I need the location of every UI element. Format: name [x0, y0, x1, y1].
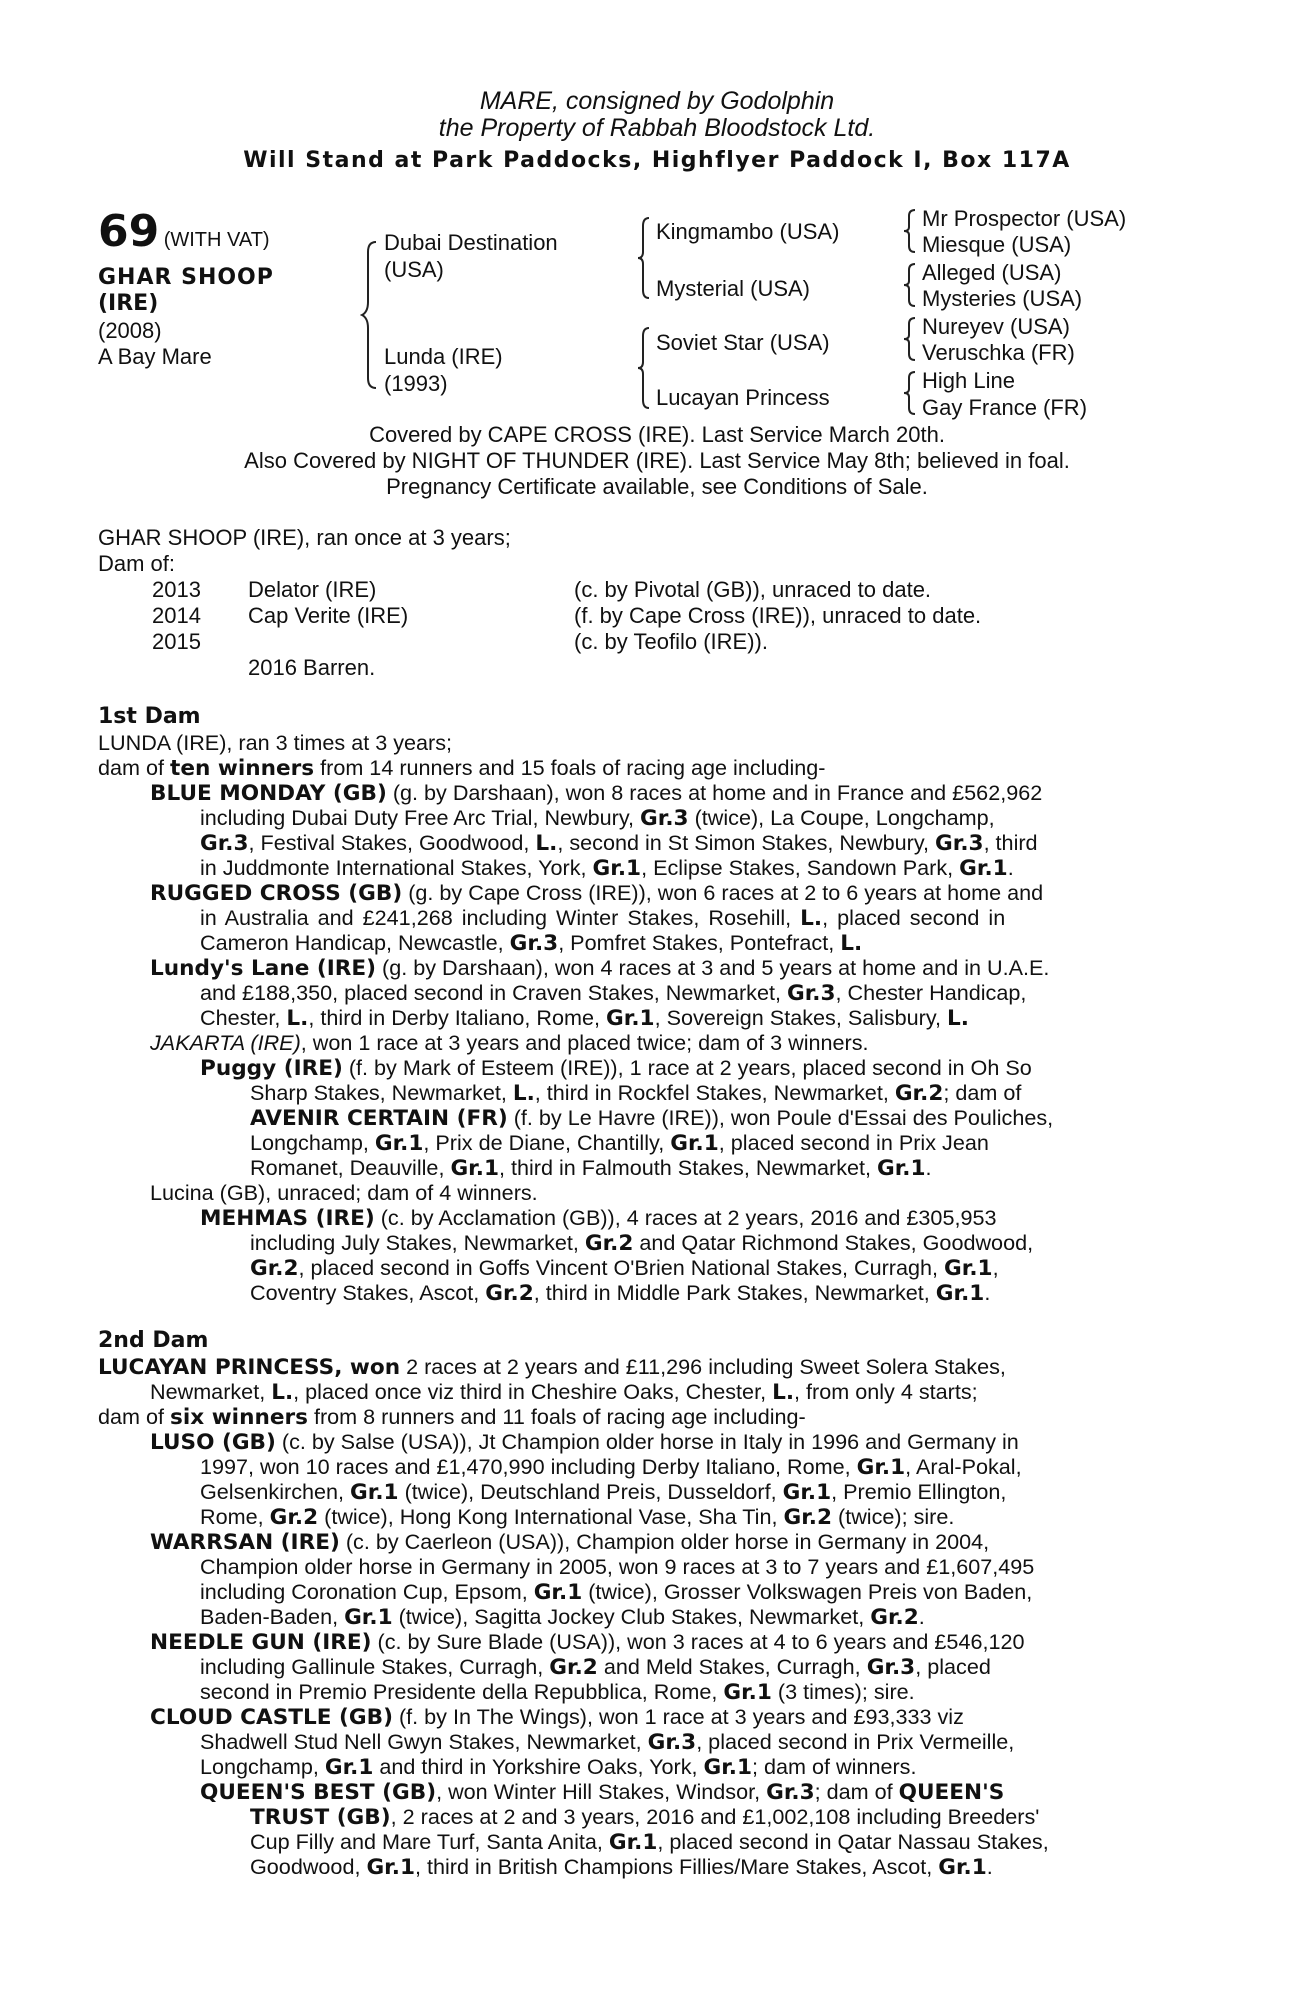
text-segment: 2 races at 2 years and £11,296 including Sweet Solera Stakes, [406, 1354, 1006, 1379]
text-segment: . [925, 1155, 932, 1180]
text-segment: and third in Yorkshire Oaks, York, [379, 1754, 698, 1779]
race-grade: Gr.2 [269, 1505, 319, 1530]
pedigree-gen3-1: Mr Prospector (USA) [922, 206, 1127, 231]
produce-entry-luso [150, 1429, 1019, 1456]
text-segment: AVENIR CERTAIN (FR) [250, 1106, 508, 1131]
race-grade: Gr.1 [938, 1855, 987, 1880]
text-segment: (c. by Acclamation (GB)), 4 races at 2 years, 2016 and £305,953 [380, 1205, 997, 1230]
pregnancy-certificate-line: Pregnancy Certificate available, see Conditions of Sale. [386, 474, 928, 499]
also-covered-line: Also Covered by NIGHT OF THUNDER (IRE). Last Service May 8th; believed in foal. [244, 448, 1070, 473]
produce-year: 2014 [152, 603, 201, 628]
text-segment: LUCAYAN PRINCESS [98, 1355, 335, 1380]
produce-entry-lundys-lane-l3 [200, 1005, 969, 1032]
text-segment: , Sovereign Stakes, Salisbury, [654, 1005, 942, 1030]
text-segment: Chester, [200, 1005, 281, 1030]
produce-entry-luso-l2 [200, 1454, 1022, 1481]
race-grade: Gr.1 [324, 1755, 374, 1780]
race-grade: Gr.3 [766, 1780, 815, 1805]
produce-entry-luso-l4 [200, 1504, 954, 1531]
text-segment: (twice), Grosser Volkswagen Preis von Baden, [588, 1579, 1033, 1604]
text-segment: dam of [98, 1404, 165, 1429]
text-segment: (g. by Darshaan), won 8 races at home and in France and £562,962 [392, 780, 1043, 805]
produce-entry-cloud-castle-l3 [200, 1754, 916, 1781]
text-segment: , won [334, 1355, 401, 1380]
consignor-line: MARE, consigned by Godolphin [479, 87, 835, 115]
pedigree-sire-country: (USA) [384, 257, 444, 282]
text-segment: , won 1 race at 3 years and placed twice; dam of 3 winners. [300, 1030, 869, 1055]
text-segment: (f. by In The Wings), won 1 race at 3 years and £93,333 viz [398, 1704, 964, 1729]
race-grade: Gr.1 [959, 856, 1008, 881]
second-dam-intro-l2 [150, 1379, 978, 1406]
race-grade: Gr.1 [782, 1480, 832, 1505]
produce-dam-of: Dam of: [98, 551, 176, 576]
produce-note: (c. by Pivotal (GB)), unraced to date. [574, 577, 932, 602]
horse-country: (IRE) [98, 291, 159, 316]
text-segment: including Coronation Cup, Epsom, [200, 1579, 528, 1604]
race-grade: Gr.1 [366, 1855, 415, 1880]
pedigree-gen3-2: Miesque (USA) [922, 232, 1072, 257]
text-segment: TRUST (GB) [250, 1805, 391, 1830]
pedigree-gen2-3: Soviet Star (USA) [656, 330, 830, 355]
race-grade: Gr.3 [935, 831, 984, 856]
race-grade: L. [800, 906, 823, 931]
produce-entry-jakarta [150, 1030, 869, 1056]
pedigree-sire: Dubai Destination [384, 230, 558, 255]
text-segment: (twice), Sagitta Jockey Club Stakes, Newmarket, [398, 1604, 865, 1629]
race-grade: L. [840, 931, 863, 956]
text-segment: , Premio Ellington, [831, 1479, 1007, 1504]
text-segment: , placed second in Qatar Nassau Stakes, [657, 1829, 1049, 1854]
race-grade: L. [535, 831, 558, 856]
text-segment: , Eclipse Stakes, Sandown Park, [641, 855, 954, 880]
race-grade: Gr.3 [200, 831, 249, 856]
text-segment: , placed second in Goffs Vincent O'Brien National Stakes, Curragh, [298, 1255, 939, 1280]
race-grade: Gr.1 [374, 1131, 424, 1156]
produce-entry-avenir-certain-l2 [250, 1130, 989, 1157]
text-segment: BLUE MONDAY (GB) [150, 781, 387, 806]
text-segment: including Dubai Duty Free Arc Trial, Newbury, [200, 805, 635, 830]
produce-entry-puggy-l2 [250, 1080, 1021, 1107]
race-grade: Gr.1 [350, 1480, 399, 1505]
text-segment: ; dam of winners. [752, 1754, 917, 1779]
race-grade: L. [947, 1006, 970, 1031]
produce-entry-needle-gun-l3 [200, 1679, 915, 1706]
text-segment: , third in Derby Italiano, Rome, [308, 1005, 601, 1030]
text-segment: (twice), Hong Kong International Vase, Sha Tin, [324, 1504, 778, 1529]
foaling-year: (2008) [98, 318, 162, 343]
race-grade: Gr.3 [786, 981, 836, 1006]
text-segment: . [986, 1854, 993, 1879]
text-segment: (twice), Deutschland Preis, Dusseldorf, [404, 1479, 777, 1504]
text-segment: (g. by Cape Cross (IRE)), won 6 races at 2 to 6 years at home and [408, 880, 1044, 905]
race-grade: Gr.3 [866, 1655, 916, 1680]
text-segment: , third in Rockfel Stakes, Newmarket, [534, 1080, 889, 1105]
produce-entry-mehmas-l2 [250, 1230, 1033, 1257]
text-segment: ; dam of [943, 1080, 1022, 1105]
first-dam-heading: 1st Dam [98, 704, 201, 729]
second-dam-summary [98, 1404, 806, 1431]
text-segment: , placed second in Prix Jean [718, 1130, 989, 1155]
produce-intro: GHAR SHOOP (IRE), ran once at 3 years; [98, 525, 511, 550]
produce-entry-blue-monday-l2 [200, 805, 1200, 832]
pedigree-brace-g3-1 [902, 208, 918, 254]
text-segment: QUEEN'S [898, 1780, 1005, 1805]
race-grade: L. [286, 1006, 309, 1031]
text-segment: Gelsenkirchen, [200, 1479, 345, 1504]
text-segment: . [984, 1280, 991, 1305]
second-dam-heading: 2nd Dam [98, 1328, 209, 1353]
text-segment: (c. by Salse (USA)), Jt Champion older horse in Italy in 1996 and Germany in [281, 1429, 1019, 1454]
second-dam-intro [98, 1354, 1006, 1381]
produce-entry-luso-l3 [200, 1479, 1006, 1506]
pedigree-gen3-5: Nureyev (USA) [922, 314, 1070, 339]
text-segment: ; dam of [814, 1779, 893, 1804]
text-segment: (c. by Caerleon (USA)), Champion older horse in Germany in 2004, [345, 1529, 990, 1554]
text-segment: and Meld Stakes, Curragh, [603, 1654, 861, 1679]
text-segment: Romanet, Deauville, [250, 1155, 445, 1180]
produce-entry-cloud-castle-l2 [200, 1729, 1014, 1756]
produce-entry-lucina: Lucina (GB), unraced; dam of 4 winners. [150, 1180, 538, 1205]
text-segment: second in Premio Presidente della Repubblica, Rome, [200, 1679, 718, 1704]
produce-entry-warrsan [150, 1529, 989, 1556]
text-segment: , placed second in Prix Vermeille, [696, 1729, 1015, 1754]
race-grade: Gr.1 [877, 1156, 926, 1181]
produce-name: Delator (IRE) [248, 577, 377, 602]
text-segment: six winners [170, 1405, 308, 1430]
race-grade: Gr.2 [549, 1655, 598, 1680]
race-grade: Gr.1 [944, 1256, 993, 1281]
text-segment: . [918, 1604, 925, 1629]
produce-entry-warrsan-l4 [200, 1604, 925, 1631]
produce-entry-rugged-cross-l3 [200, 930, 862, 957]
text-segment: Baden-Baden, [200, 1604, 339, 1629]
text-segment: , second in St Simon Stakes, Newbury, [557, 830, 930, 855]
produce-entry-warrsan-l3 [200, 1579, 1032, 1606]
covered-line: Covered by CAPE CROSS (IRE). Last Service March 20th. [369, 422, 945, 447]
text-segment: , third in British Champions Fillies/Mare Stakes, Ascot, [414, 1854, 933, 1879]
race-grade: L. [271, 1380, 294, 1405]
stable-location-line: Will Stand at Park Paddocks, Highflyer Paddock I, Box 117A [243, 148, 1071, 173]
race-grade: Gr.1 [935, 1281, 985, 1306]
pedigree-gen3-8: Gay France (FR) [922, 395, 1088, 420]
produce-note: (c. by Teofilo (IRE)). [574, 629, 768, 654]
race-grade: Gr.2 [894, 1081, 944, 1106]
produce-name: Cap Verite (IRE) [248, 603, 409, 628]
race-grade: Gr.3 [647, 1730, 697, 1755]
produce-entry-lundys-lane-l2 [200, 980, 1026, 1007]
text-segment: , Festival Stakes, Goodwood, [248, 830, 530, 855]
text-segment: , third in Falmouth Stakes, Newmarket, [498, 1155, 872, 1180]
race-grade: Gr.2 [485, 1281, 534, 1306]
text-segment: (f. by Le Havre (IRE)), won Poule d'Essai des Pouliches, [513, 1105, 1054, 1130]
first-dam-intro: LUNDA (IRE), ran 3 times at 3 years; [98, 730, 453, 755]
text-segment: Sharp Stakes, Newmarket, [250, 1080, 507, 1105]
text-segment: ten winners [170, 756, 315, 781]
text-segment: CLOUD CASTLE (GB) [150, 1705, 393, 1730]
text-segment: QUEEN'S BEST (GB) [200, 1780, 437, 1805]
produce-barren: 2016 Barren. [248, 655, 376, 680]
produce-entry-rugged-cross-l2 [200, 905, 1005, 932]
pedigree-brace-dam [636, 326, 652, 410]
text-segment: (twice), La Coupe, Longchamp, [694, 805, 995, 830]
text-segment: Coventry Stakes, Ascot, [250, 1280, 480, 1305]
text-segment: (twice); sire. [838, 1504, 955, 1529]
text-segment: Newmarket, [150, 1379, 266, 1404]
lot-number-block [98, 206, 270, 257]
race-grade: Gr.1 [606, 1006, 655, 1031]
text-segment: , placed [915, 1654, 991, 1679]
text-segment: NEEDLE GUN (IRE) [150, 1630, 372, 1655]
produce-year: 2015 [152, 629, 201, 654]
text-segment: , 2 races at 2 and 3 years, 2016 and £1,002,108 including Breeders' [390, 1804, 1040, 1829]
race-grade: Gr.2 [783, 1505, 832, 1530]
race-grade: Gr.1 [723, 1680, 772, 1705]
first-dam-summary [98, 755, 825, 782]
lot-number: 69 [98, 206, 160, 257]
race-grade: Gr.1 [450, 1156, 499, 1181]
produce-entry-lundys-lane [150, 955, 1049, 982]
text-segment: Cup Filly and Mare Turf, Santa Anita, [250, 1829, 603, 1854]
pedigree-gen3-4: Mysteries (USA) [922, 286, 1083, 311]
produce-entry-queens-trust-l3 [250, 1854, 993, 1881]
text-segment: 1997, won 10 races and £1,470,990 including Derby Italiano, Rome, [200, 1454, 851, 1479]
text-segment: (f. by Mark of Esteem (IRE)), 1 race at 2 years, placed second in Oh So [348, 1055, 1032, 1080]
text-segment: Rome, [200, 1504, 264, 1529]
race-grade: Gr.1 [670, 1131, 719, 1156]
race-grade: Gr.1 [856, 1455, 906, 1480]
race-grade: Gr.2 [870, 1605, 919, 1630]
text-segment: Longchamp, [250, 1130, 369, 1155]
text-segment: Shadwell Stud Nell Gwyn Stakes, Newmarket, [200, 1729, 642, 1754]
produce-entry-warrsan-l2: Champion older horse in Germany in 2005, won 9 races at 3 to 7 years and £1,607,495 [200, 1554, 1035, 1579]
produce-entry-puggy [200, 1055, 1032, 1082]
pedigree-gen2-4: Lucayan Princess [656, 385, 830, 410]
pedigree-brace-g3-4 [902, 370, 918, 416]
produce-entry-queens-trust [250, 1804, 1039, 1831]
text-segment: LUSO (GB) [150, 1430, 276, 1455]
text-segment: (c. by Sure Blade (USA)), won 3 races at 4 to 6 years and £546,120 [377, 1629, 1025, 1654]
text-segment: RUGGED CROSS (GB) [150, 881, 403, 906]
pedigree-gen2-2: Mysterial (USA) [656, 276, 811, 301]
produce-entry-blue-monday-l3 [200, 830, 1038, 857]
race-grade: Gr.1 [703, 1755, 753, 1780]
text-segment: , Chester Handicap, [835, 980, 1027, 1005]
race-grade: Gr.1 [592, 856, 642, 881]
text-segment: including July Stakes, Newmarket, [250, 1230, 579, 1255]
text-segment: JAKARTA (IRE) [150, 1030, 301, 1055]
produce-entry-queens-best [200, 1779, 1004, 1806]
race-grade: L. [512, 1081, 535, 1106]
produce-entry-mehmas-l4 [250, 1280, 990, 1307]
race-grade: Gr.1 [608, 1830, 658, 1855]
pedigree-gen3-6: Veruschka (FR) [922, 340, 1075, 365]
text-segment: including Gallinule Stakes, Curragh, [200, 1654, 544, 1679]
text-segment: MEHMAS (IRE) [200, 1206, 375, 1231]
text-segment: , Aral-Pokal, [905, 1454, 1022, 1479]
produce-entry-mehmas-l3: Gr.2, placed second in Goffs Vincent O'Brien National Stakes, Curragh, Gr.1, [250, 1255, 999, 1281]
text-segment: , from only 4 starts; [794, 1379, 978, 1404]
produce-entry-cloud-castle [150, 1704, 964, 1731]
text-segment: , Prix de Diane, Chantilly, [423, 1130, 665, 1155]
text-segment: , won Winter Hill Stakes, Windsor, [436, 1779, 761, 1804]
pedigree-brace-g3-3 [902, 316, 918, 362]
pedigree-brace-g3-2 [902, 262, 918, 308]
produce-entry-rugged-cross [150, 880, 1043, 907]
text-segment: (3 times); sire. [777, 1679, 915, 1704]
text-segment: and £188,350, placed second in Craven Stakes, Newmarket, [200, 980, 781, 1005]
produce-entry-avenir-certain-l3 [250, 1155, 932, 1182]
text-segment: from 8 runners and 11 foals of racing age including- [313, 1404, 806, 1429]
race-grade: L. [772, 1380, 795, 1405]
text-segment: , third [983, 830, 1038, 855]
text-segment: (g. by Darshaan), won 4 races at 3 and 5 years at home and in U.A.E. [382, 955, 1050, 980]
pedigree-gen3-3: Alleged (USA) [922, 260, 1062, 285]
pedigree-brace-sire [636, 216, 652, 300]
text-segment: Goodwood, [250, 1854, 361, 1879]
text-segment: , third in Middle Park Stakes, Newmarket, [533, 1280, 930, 1305]
text-segment: from 14 runners and 15 foals of racing age including- [320, 755, 826, 780]
text-segment: Lundy's Lane (IRE) [150, 956, 377, 981]
pedigree-dam-year: (1993) [384, 371, 448, 396]
produce-entry-queens-trust-l2 [250, 1829, 1049, 1856]
text-segment: dam of [98, 755, 165, 780]
horse-description: A Bay Mare [98, 344, 212, 369]
produce-note: (f. by Cape Cross (IRE)), unraced to date. [574, 603, 982, 628]
race-grade: Gr.2 [584, 1231, 634, 1256]
produce-entry-needle-gun [150, 1629, 1025, 1656]
text-segment: , Pomfret Stakes, Pontefract, [558, 930, 835, 955]
produce-entry-needle-gun-l2 [200, 1654, 991, 1681]
race-grade: Gr.2 [250, 1256, 299, 1281]
race-grade: Gr.3 [640, 806, 689, 831]
text-segment: Longchamp, [200, 1754, 319, 1779]
race-grade: Gr.3 [509, 931, 559, 956]
horse-name: GHAR SHOOP [98, 265, 274, 290]
pedigree-brace-main [360, 240, 380, 390]
produce-entry-mehmas [200, 1205, 996, 1232]
text-segment: , placed once viz third in Cheshire Oaks, Chester, [293, 1379, 767, 1404]
vat-label: (WITH VAT) [163, 229, 270, 251]
produce-entry-avenir-certain [250, 1105, 1053, 1132]
text-segment: Puggy (IRE) [200, 1056, 343, 1081]
text-segment: . [1007, 855, 1014, 880]
text-segment: and Qatar Richmond Stakes, Goodwood, [639, 1230, 1034, 1255]
pedigree-dam: Lunda (IRE) [384, 344, 503, 369]
text-segment: in Juddmonte International Stakes, York, [200, 855, 587, 880]
text-segment: , placed second in [822, 905, 1006, 930]
produce-entry-blue-monday-l4 [200, 855, 1014, 882]
produce-entry-blue-monday [150, 780, 1200, 807]
race-grade: Gr.1 [344, 1605, 393, 1630]
text-segment: in Australia and £241,268 including Winter Stakes, Rosehill, [200, 905, 792, 930]
produce-year: 2013 [152, 577, 201, 602]
owner-line: the Property of Rabbah Bloodstock Ltd. [438, 114, 876, 142]
pedigree-gen2-1: Kingmambo (USA) [656, 219, 840, 244]
text-segment: Cameron Handicap, Newcastle, [200, 930, 504, 955]
race-grade: Gr.1 [533, 1580, 583, 1605]
text-segment: WARRSAN (IRE) [150, 1530, 340, 1555]
pedigree-gen3-7: High Line [922, 368, 1015, 393]
